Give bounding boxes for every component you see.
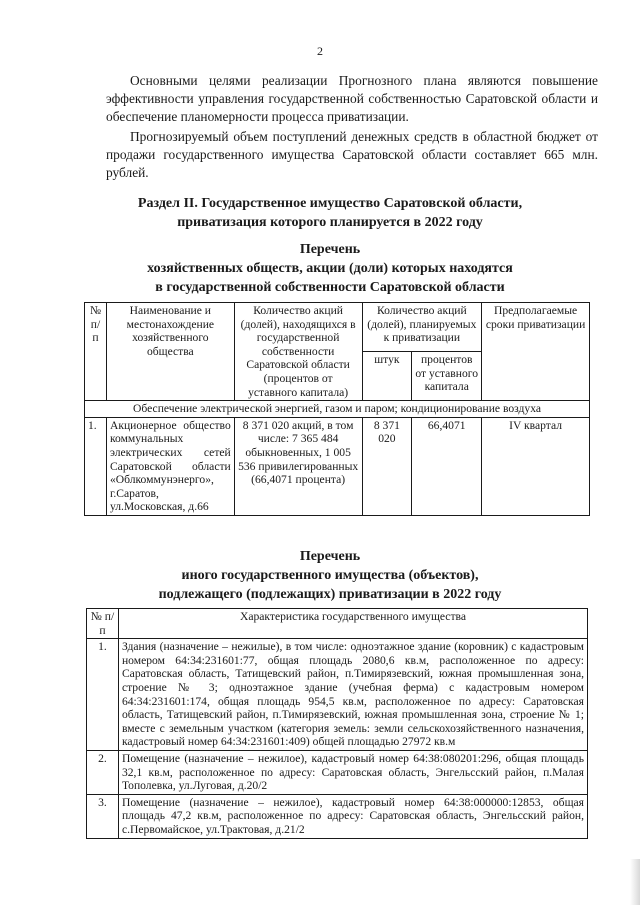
row-num: 3. — [87, 794, 119, 838]
category-label: Обеспечение электрической энергией, газом и паром; кондиционирование воздуха — [85, 401, 590, 418]
section-heading-line-2: приватизация которого планируется в 2022 году — [177, 215, 483, 230]
property-table-header-row — [87, 609, 588, 639]
intro-paragraph-1: Основными целями реализации Прогнозного плана являются повышение эффективности управления государственной собственностью Саратовской области и обеспечение планомерности процесса приватизации. — [106, 73, 598, 125]
header-percent: процентов от уставного капитала — [412, 352, 482, 401]
companies-table-header-row — [85, 303, 590, 352]
list2-subtitle-line-1: иного государственного имущества (объектов), — [181, 568, 479, 583]
row-num: 1. — [85, 417, 107, 515]
property-description: Здания (назначение – нежилые), в том числе: одноэтажное здание (коровник) с кадастровым номером 64:34:231601:77, общая площадь 2080,6 кв.м, расположенное по адресу: Саратовская область, Татищевский район, п.Тимирязевский, южная промышленная зона, строение № 3; одноэтажное здание (учебная ферма) с кадастровым номером 64:34:231601:174, общая площадь 954,5 кв.м, расположенное по адресу: Саратовская область, Татищевский район, п.Тимирязевский, южная промышленная зона, строение № 1; вместе с земельным участком (категория земель: земли сельскохозяйственного назначения, кадастровый номер 64:34:231601:409) общей площадью 27972 кв.м — [118, 639, 587, 751]
intro-paragraph-2: Прогнозируемый объем поступлений денежных средств в областной бюджет от продажи государственного имущества Саратовской области составляет 665 млн. рублей. — [106, 129, 598, 181]
page-number: 2 — [317, 44, 323, 58]
property-description: Помещение (назначение – нежилое), кадастровый номер 64:38:080201:296, общая площадь 32,1 кв.м, расположенное по адресу: Саратовская область, Энгельсский район, п.Малая Тополевка, ул.Луговая, д.20/2 — [118, 750, 587, 794]
table-row — [87, 639, 588, 751]
header-pieces: штук — [362, 352, 412, 401]
category-row — [85, 401, 590, 418]
shares-owned-value: 8 371 020 акций, в том числе: 7 365 484 обыкновенных, 1 005 536 привилегированных (66,4071 процента) — [234, 417, 362, 515]
list1-title: Перечень — [299, 242, 361, 257]
section-heading — [80, 194, 580, 232]
header-num: № п/п — [85, 303, 107, 401]
list2-subtitle-line-2: подлежащего (подлежащих) приватизации в 2022 году — [158, 587, 502, 602]
list1-subtitle-line-1: хозяйственных обществ, акции (доли) которых находятся — [147, 261, 513, 276]
list1-subtitle-line-2: в государственной собственности Саратовской области — [155, 280, 505, 295]
table-row — [87, 794, 588, 838]
privatization-term: IV квартал — [482, 417, 590, 515]
companies-table — [84, 302, 590, 516]
shares-pieces-value: 8 371 020 — [362, 417, 412, 515]
table-row — [87, 750, 588, 794]
header-num: № п/п — [87, 609, 119, 639]
header-description: Характеристика государственного имущества — [118, 609, 587, 639]
header-shares-planned: Количество акций (долей), планируемых к приватизации — [362, 303, 482, 352]
header-name: Наименование и местонахождение хозяйственного общества — [106, 303, 234, 401]
scan-edge-shadow — [630, 859, 640, 905]
property-description: Помещение (назначение – нежилое), кадастровый номер 64:38:000000:12853, общая площадь 47,2 кв.м, расположенное по адресу: Саратовская область, Энгельсский район, с.Первомайское, ул.Трактовая, д.21/2 — [118, 794, 587, 838]
property-table — [86, 608, 588, 839]
list2-title: Перечень — [299, 549, 361, 564]
company-name: Акционерное общество коммунальных электрических сетей Саратовской области «Облкоммунэнерго», г.Саратов, ул.Московская, д.66 — [106, 417, 234, 515]
header-shares-owned: Количество акций (долей), находящихся в государственной собственности Саратовской области (процентов от уставного капитала) — [234, 303, 362, 401]
section-heading-line-1: Раздел II. Государственное имущество Саратовской области, — [137, 196, 523, 211]
row-num: 2. — [87, 750, 119, 794]
list1-heading — [80, 240, 580, 297]
list2-heading — [80, 547, 580, 604]
shares-percent-value: 66,4071 — [412, 417, 482, 515]
row-num: 1. — [87, 639, 119, 751]
header-terms: Предполагаемые сроки приватизации — [482, 303, 590, 401]
table-row — [85, 417, 590, 515]
